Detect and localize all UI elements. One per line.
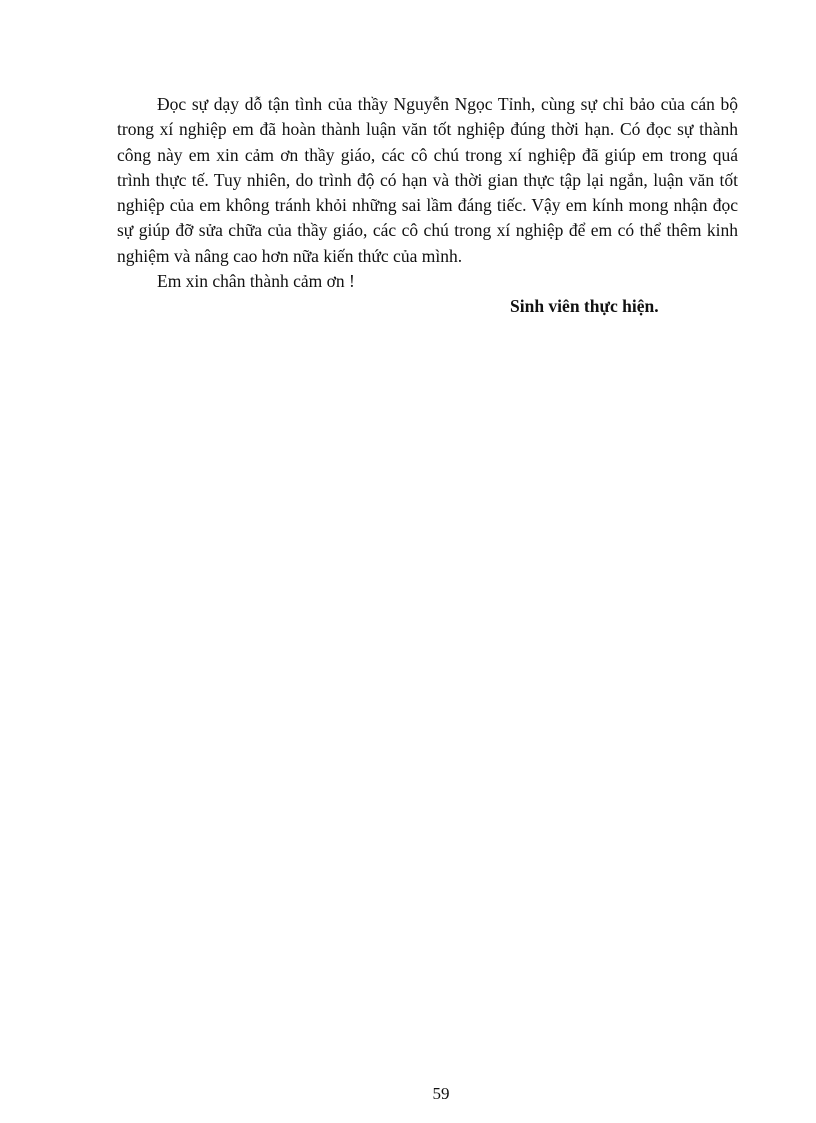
acknowledgement-paragraph: Đọc sự dạy dỗ tận tình của thầy Nguyễn Ngọc Tỉnh, cùng sự chỉ bảo của cán bộ trong xí nghiệp em đã hoàn thành luận văn tốt nghiệp đúng thời hạn. Có đọc sự thành công này em xin cảm ơn thầy giáo, các cô chú trong xí nghiệp đã giúp em trong quá trình thực tế. Tuy nhiên, do trình độ có hạn và thời gian thực tập lại ngắn, luận văn tốt nghiệp của em không tránh khỏi những sai lầm đáng tiếc. Vậy em kính mong nhận đọc sự giúp đỡ sửa chữa của thầy giáo, các cô chú trong xí nghiệp để em có thể thêm kinh nghiệm và nâng cao hơn nữa kiến thức của mình. [117, 94, 738, 266]
closing-line: Em xin chân thành cảm ơn ! [157, 271, 355, 292]
signature-line: Sinh viên thực hiện. [510, 296, 659, 317]
page-number: 59 [432, 1084, 450, 1103]
document-body [117, 92, 738, 320]
